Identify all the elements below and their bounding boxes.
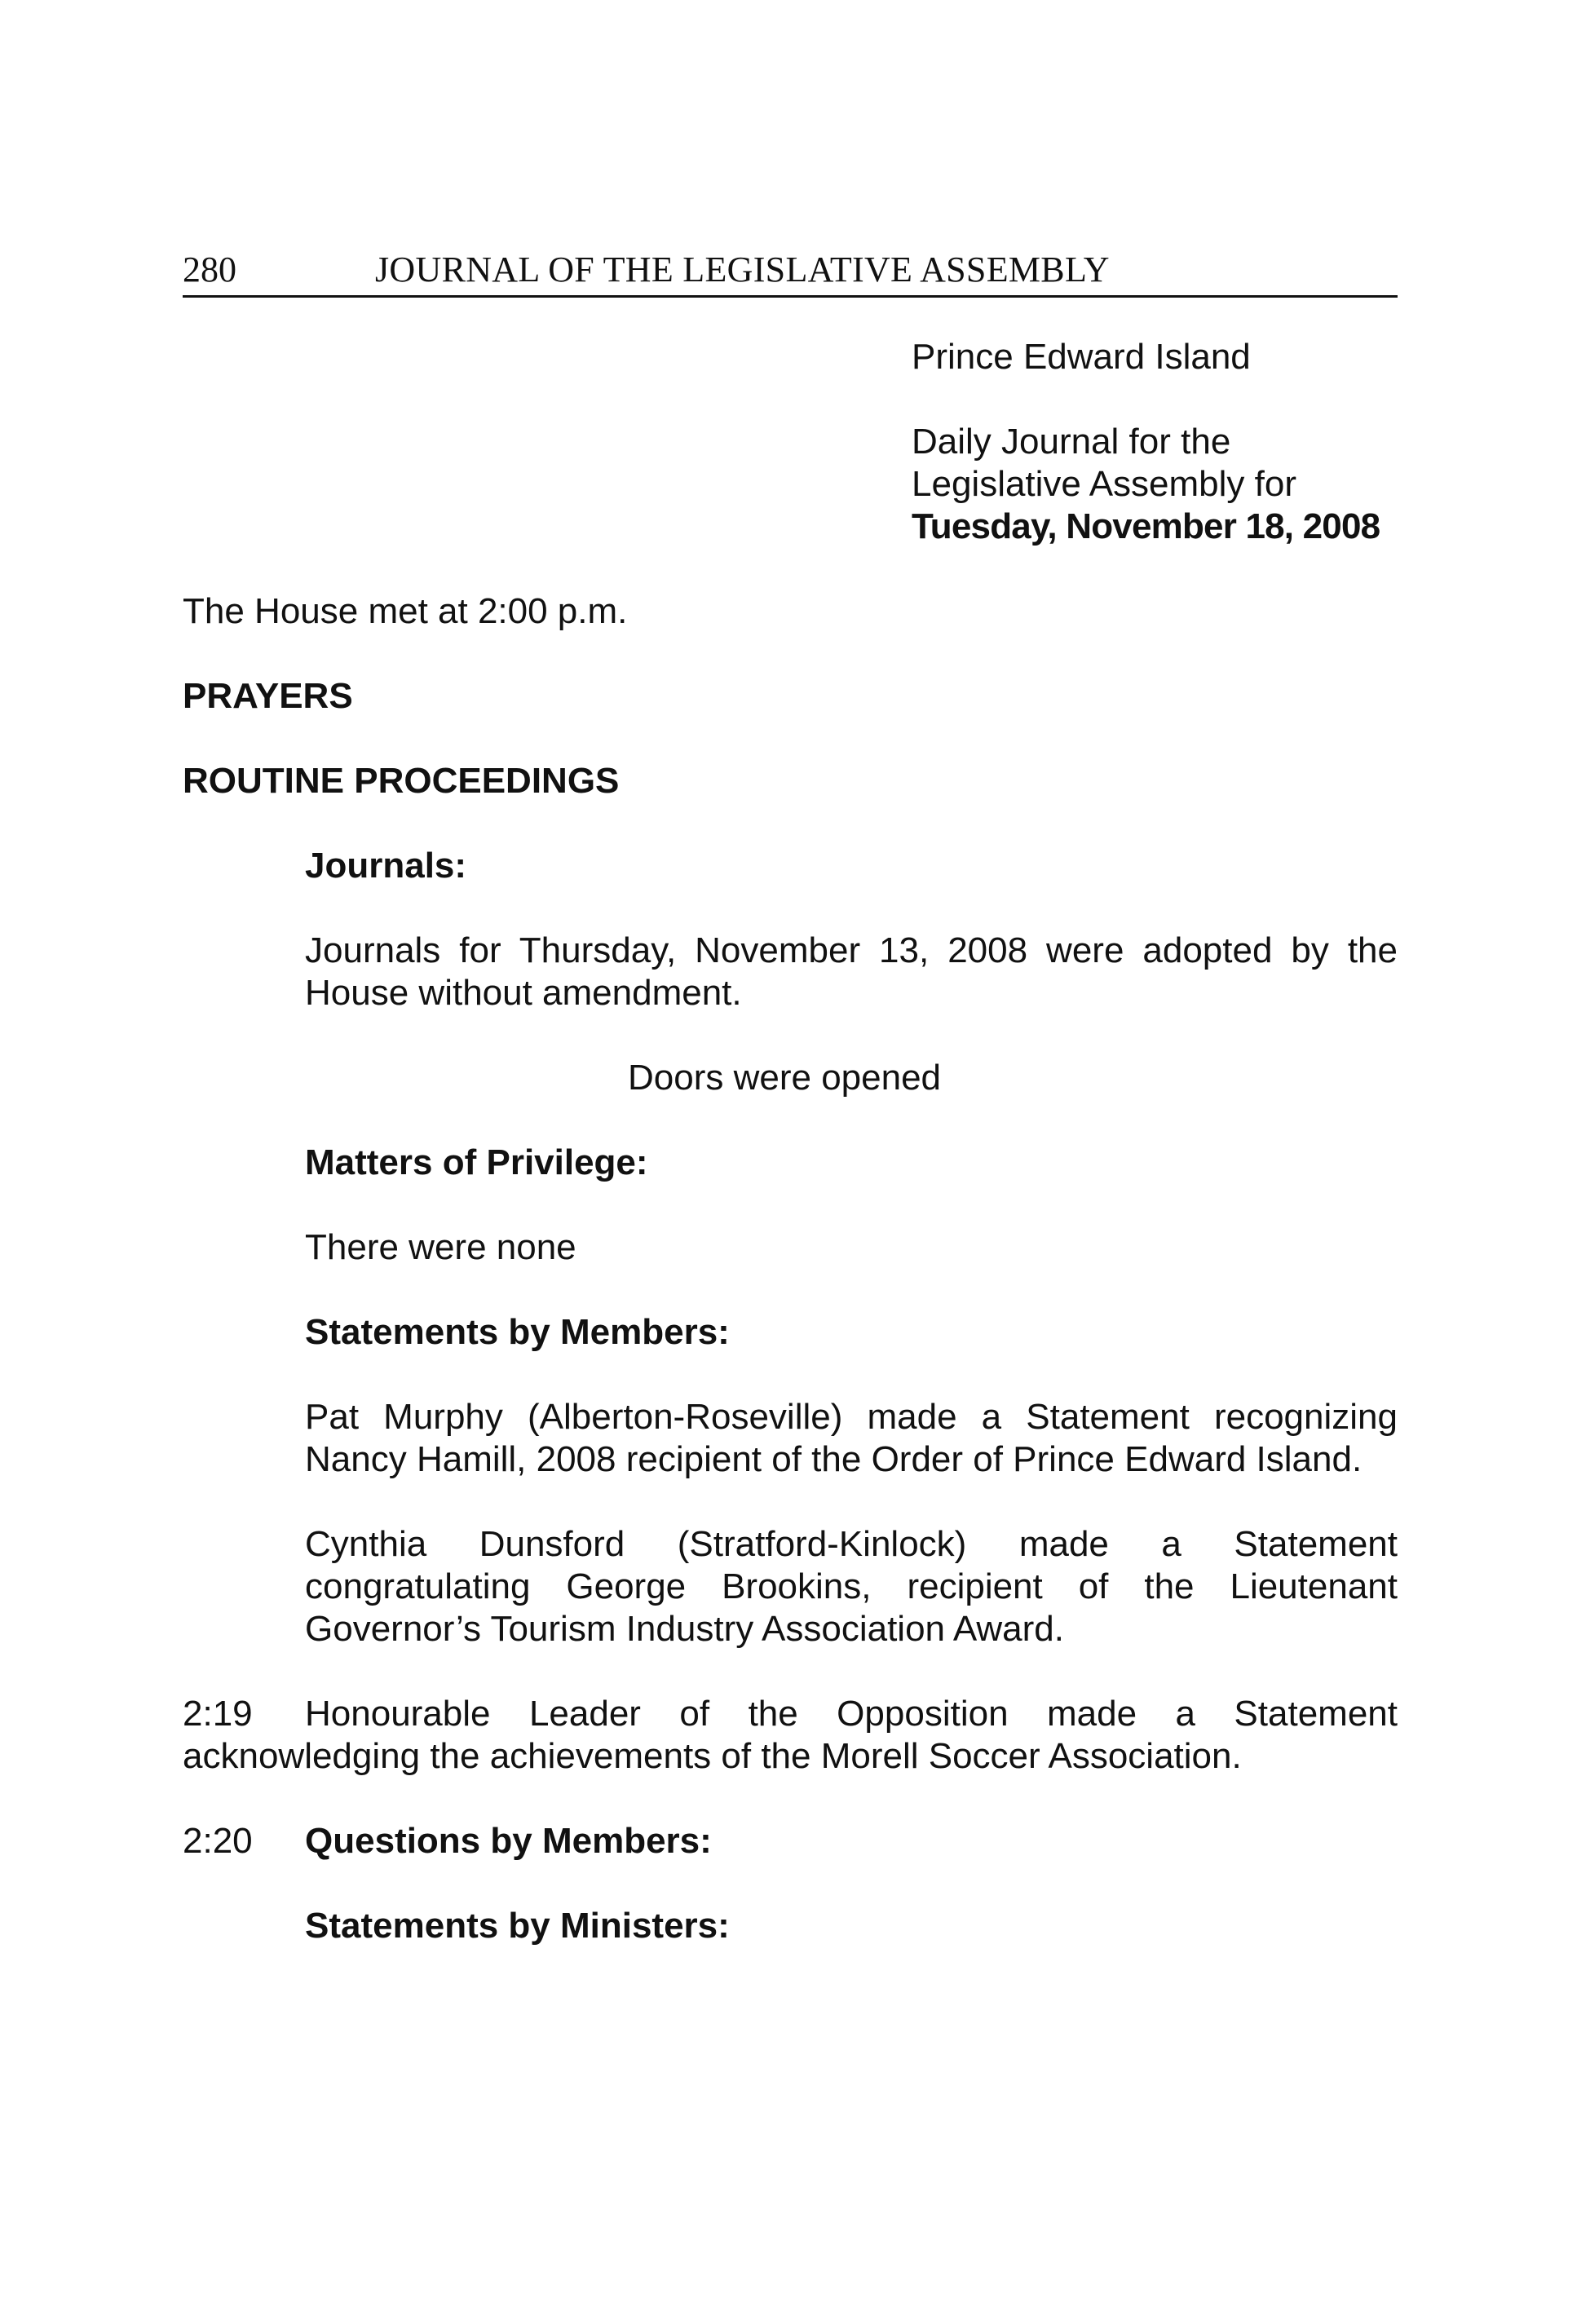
journals-paragraph: Journals for Thursday, November 13, 2008 were adopted by the House without amendment. — [305, 930, 1398, 1013]
questions-heading: Questions by Members: — [305, 1821, 712, 1861]
statement-dunsford-paragraph: Cynthia Dunsford (Stratford-Kinlock) made a Statement congratulating George Brookins, recipient of the Lieutenant Governor’s Tourism Industry Association Award. — [305, 1524, 1398, 1649]
house-met-statement: The House met at 2:00 p.m. — [183, 591, 628, 631]
time-stamp-219: 2:19 — [183, 1694, 253, 1734]
statements-ministers-heading: Statements by Ministers: — [305, 1906, 730, 1946]
statement-murphy-paragraph: Pat Murphy (Alberton-Roseville) made a Statement recognizing Nancy Hamill, 2008 recipient of the Order of Prince Edward Island. — [305, 1397, 1398, 1479]
privilege-heading: Matters of Privilege: — [305, 1142, 648, 1182]
doors-opened-note: Doors were opened — [628, 1058, 942, 1098]
journals-heading: Journals: — [305, 846, 467, 886]
masthead-line1: Daily Journal for the — [912, 422, 1231, 462]
prayers-heading: PRAYERS — [183, 676, 353, 716]
privilege-paragraph: There were none — [305, 1227, 576, 1267]
page-number: 280 — [183, 250, 236, 289]
journal-title: JOURNAL OF THE LEGISLATIVE ASSEMBLY — [375, 250, 1110, 289]
masthead-province: Prince Edward Island — [912, 337, 1251, 377]
statement-opposition-paragraph: Honourable Leader of the Opposition made a Statement acknowledging the achievements of the Morell Soccer Association. — [183, 1694, 1398, 1776]
statements-members-heading: Statements by Members: — [305, 1312, 730, 1352]
masthead-line2: Legislative Assembly for — [912, 464, 1296, 504]
masthead-date: Tuesday, November 18, 2008 — [912, 506, 1380, 546]
routine-proceedings-heading: ROUTINE PROCEEDINGS — [183, 761, 620, 801]
time-stamp-220: 2:20 — [183, 1821, 253, 1861]
running-header — [183, 246, 1398, 298]
